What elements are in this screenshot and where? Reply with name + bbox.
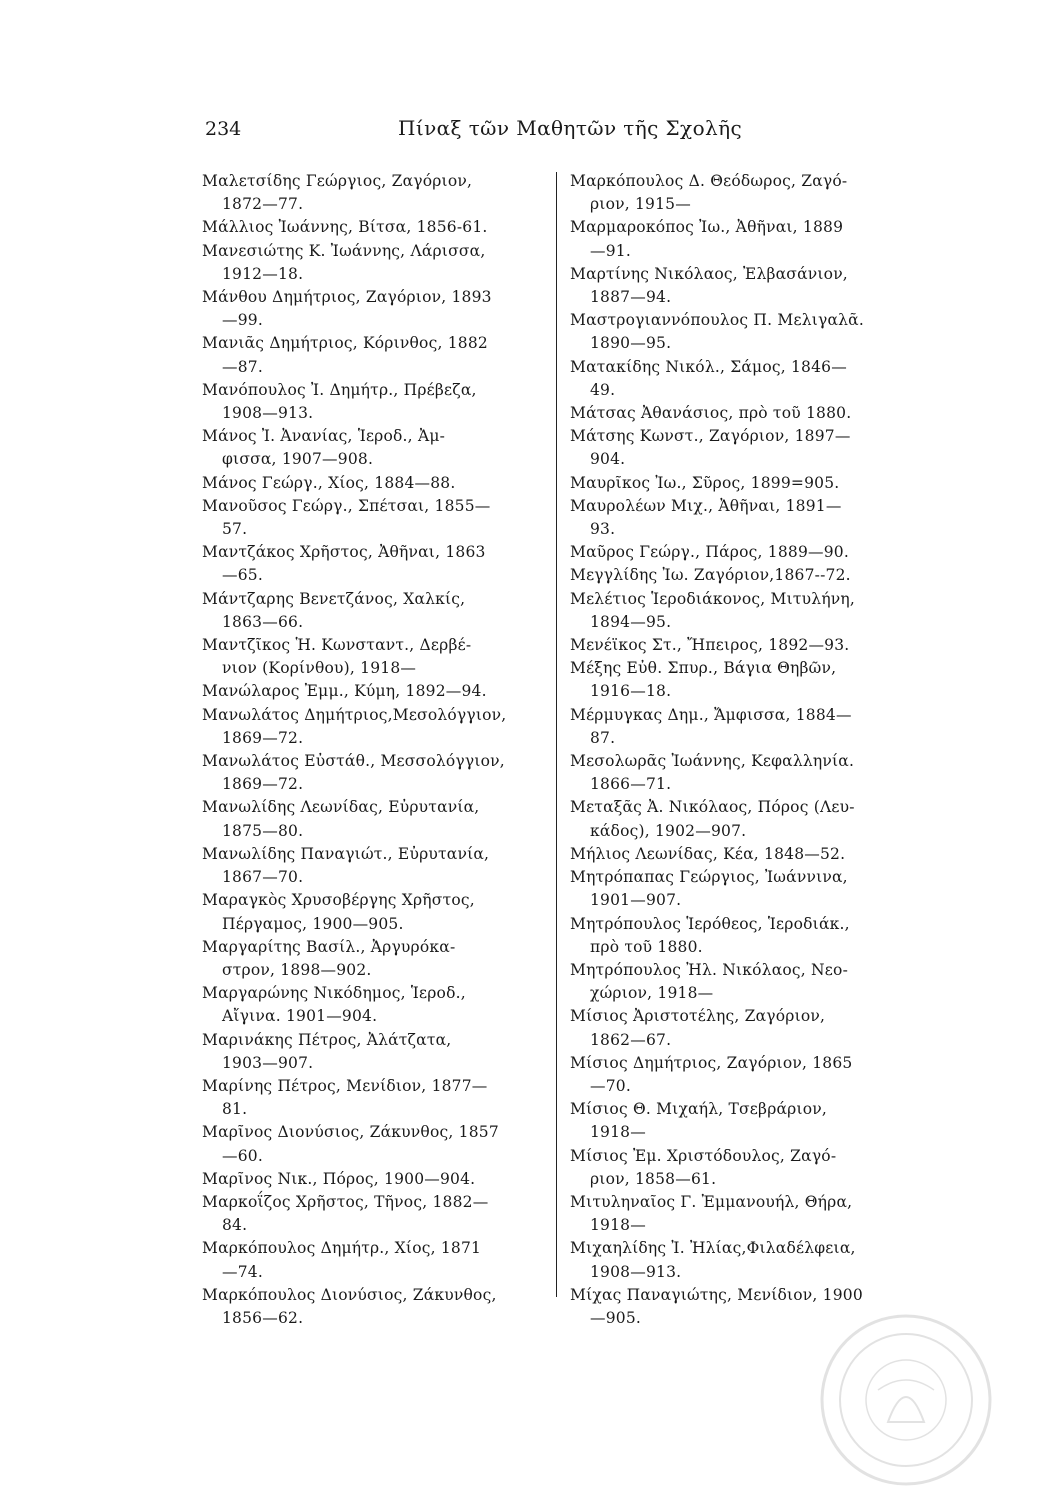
left-column bbox=[202, 170, 560, 1330]
student-entry: Μαρμαροκόπος Ἰω., Ἀθῆναι, 1889 —91. bbox=[570, 218, 844, 260]
student-entry: Μεταξᾶς Ἀ. Νικόλαος, Πόρος (Λευ- κάδος), 1902—907. bbox=[570, 798, 855, 840]
running-head-title: Πίναξ τῶν Μαθητῶν τῆς Σχολῆς bbox=[398, 116, 743, 140]
student-entry: Μαυρῖκος Ἰω., Σῦρος, 1899=905. bbox=[570, 473, 840, 492]
student-entry: Μάτσης Κωνστ., Ζαγόριον, 1897— 904. bbox=[570, 427, 851, 469]
student-entry: Μελέτιος Ἱεροδιάκονος, Μιτυλήνη, 1894—95. bbox=[570, 589, 856, 631]
student-entry: Μαργαρίτης Βασίλ., Ἀργυρόκα- στρον, 1898—902. bbox=[202, 937, 456, 979]
student-entry: Μίχας Παναγιώτης, Μενίδιον, 1900 —905. bbox=[570, 1285, 863, 1327]
student-entry: Μανώλαρος Ἐμμ., Κύμη, 1892—94. bbox=[202, 682, 487, 701]
student-entry: Μίσιος Δημήτριος, Ζαγόριον, 1865 —70. bbox=[570, 1053, 853, 1095]
student-entry: Μάνος Ἰ. Ἀνανίας, Ἱεροδ., Ἀμ- φισσα, 1907—908. bbox=[202, 427, 446, 469]
student-entry: Μίσιος Ἐμ. Χριστόδουλος, Ζαγό- ριον, 1858—61. bbox=[570, 1146, 837, 1188]
student-entry: Μάντζαρης Βενετζάνος, Χαλκίς, 1863—66. bbox=[202, 589, 466, 631]
right-column bbox=[570, 170, 928, 1330]
student-entry: Μάτσας Ἀθανάσιος, πρὸ τοῦ 1880. bbox=[570, 404, 852, 423]
student-entry: Μίσιος Ἀριστοτέλης, Ζαγόριον, 1862—67. bbox=[570, 1007, 826, 1049]
student-entry: Μεσολωρᾶς Ἰωάννης, Κεφαλληνία. 1866—71. bbox=[570, 752, 855, 794]
student-entry: Μανωλάτος Δημήτριος,Μεσολόγγιον, 1869—72. bbox=[202, 705, 507, 747]
student-entry: Μανωλίδης Λεωνίδας, Εὐρυτανία, 1875—80. bbox=[202, 798, 480, 840]
student-entry: Μανεσιώτης Κ. Ἰωάννης, Λάρισσα, 1912—18. bbox=[202, 241, 486, 283]
student-entry: Μαλετσίδης Γεώργιος, Ζαγόριον, 1872—77. bbox=[202, 172, 473, 214]
student-entry: Μίσιος Θ. Μιχαήλ, Τσεβράριον, 1918— bbox=[570, 1100, 828, 1142]
student-entry: Μάνθου Δημήτριος, Ζαγόριον, 1893 —99. bbox=[202, 288, 492, 330]
student-entry: Μαρκόπουλος Δ. Θεόδωρος, Ζαγό- ριον, 1915— bbox=[570, 172, 848, 214]
student-entry: Μαρίνης Πέτρος, Μενίδιον, 1877— 81. bbox=[202, 1076, 488, 1119]
student-entry: Μεγγλίδης Ἰω. Ζαγόριον,1867--72. bbox=[570, 566, 851, 585]
student-entry: Μαντζάκος Χρῆστος, Ἀθῆναι, 1863 —65. bbox=[202, 543, 486, 585]
column-divider bbox=[556, 172, 557, 1297]
student-entry: Μαρκοΐζος Χρῆστος, Τῆνος, 1882— 84. bbox=[202, 1192, 489, 1235]
student-entry: Μαρῖνος Διονύσιος, Ζάκυνθος, 1857 —60. bbox=[202, 1123, 499, 1165]
student-entry: Μαντζῖκος Ἡ. Κωνσταντ., Δερβέ- νιον (Κορίνθου), 1918— bbox=[202, 636, 472, 678]
student-entry: Μανιᾶς Δημήτριος, Κόρινθος, 1882 —87. bbox=[202, 334, 488, 376]
student-entry: Μαστρογιαννόπουλος Π. Μελιγαλᾶ. 1890—95. bbox=[570, 311, 864, 353]
student-entry: Μάλλιος Ἰωάννης, Βίτσα, 1856-61. bbox=[202, 218, 488, 237]
student-entry: Μανωλίδης Παναγιώτ., Εὐρυτανία, 1867—70. bbox=[202, 844, 490, 887]
student-entry: Μέξης Εὐθ. Σπυρ., Βάγια Θηβῶν, 1916—18. bbox=[570, 659, 837, 701]
student-entry: Μητρόπουλος Ἠλ. Νικόλαος, Νεο- χώριον, 1918— bbox=[570, 960, 849, 1003]
student-entry: Μαῦρος Γεώργ., Πάρος, 1889—90. bbox=[570, 543, 849, 562]
student-entry: Μέρμυγκας Δημ., Ἄμφισσα, 1884— 87. bbox=[570, 705, 852, 747]
student-entry: Μήλιος Λεωνίδας, Κέα, 1848—52. bbox=[570, 844, 846, 863]
student-entry: Μιχαηλίδης Ἰ. Ἠλίας,Φιλαδέλφεια, 1908—913. bbox=[570, 1239, 856, 1281]
student-entry: Μιτυληναῖος Γ. Ἐμμανουήλ, Θήρα, 1918— bbox=[570, 1192, 853, 1235]
library-seal-icon bbox=[818, 1312, 994, 1488]
student-entry: Μαρινάκης Πέτρος, Ἀλάτζατα, 1903—907. bbox=[202, 1030, 452, 1072]
page-number: 234 bbox=[205, 118, 242, 140]
student-entry: Μενέϊκος Στ., Ἤπειρος, 1892—93. bbox=[570, 636, 850, 655]
student-entry: Μαρκόπουλος Διονύσιος, Ζάκυνθος, 1856—62. bbox=[202, 1285, 497, 1327]
student-entry: Μαρτίνης Νικόλαος, Ἐλβασάνιον, 1887—94. bbox=[570, 264, 848, 307]
student-entry: Μαρῖνος Νικ., Πόρος, 1900—904. bbox=[202, 1169, 476, 1188]
student-entry: Μανωλάτος Εὐστάθ., Μεσσολόγγιον, 1869—72. bbox=[202, 752, 505, 794]
student-entry: Μαυρολέων Μιχ., Ἀθῆναι, 1891— 93. bbox=[570, 496, 842, 539]
student-entry: Μαργαρώνης Νικόδημος, Ἱεροδ., Αἴγινα. 1901—904. bbox=[202, 984, 466, 1026]
student-entry: Μητρόπουλος Ἱερόθεος, Ἱεροδιάκ., πρὸ τοῦ 1880. bbox=[570, 914, 850, 956]
student-entry: Μητρόπαπας Γεώργιος, Ἰωάννινα, 1901—907. bbox=[570, 868, 848, 910]
student-entry: Ματακίδης Νικόλ., Σάμος, 1846— 49. bbox=[570, 357, 847, 399]
student-entry: Μαρκόπουλος Δημήτρ., Χίος, 1871 —74. bbox=[202, 1239, 482, 1281]
student-entry: Μάνος Γεώργ., Χίος, 1884—88. bbox=[202, 473, 456, 492]
student-entry: Μανοῦσος Γεώργ., Σπέτσαι, 1855— 57. bbox=[202, 496, 491, 539]
student-entry: Μανόπουλος Ἰ. Δημήτρ., Πρέβεζα, 1908—913. bbox=[202, 380, 477, 423]
student-entry: Μαραγκὸς Χρυσοβέργης Χρῆστος, Πέργαμος, 1900—905. bbox=[202, 891, 475, 933]
